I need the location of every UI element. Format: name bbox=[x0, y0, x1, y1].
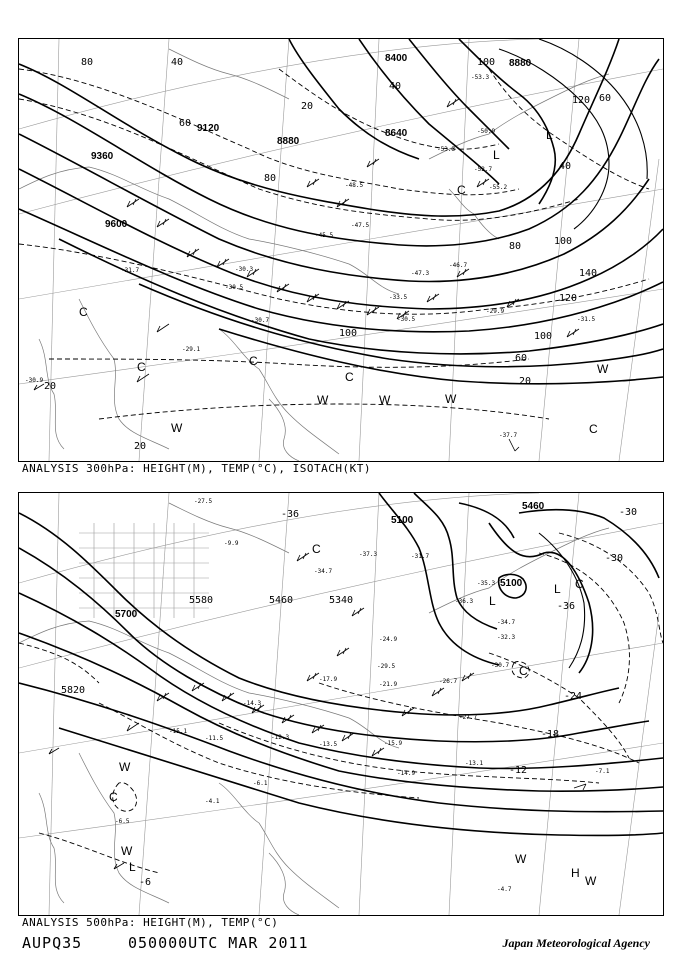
isotach-label: 20 bbox=[519, 376, 532, 387]
high-marker: H bbox=[571, 866, 580, 880]
low-marker: L bbox=[546, 128, 553, 142]
temp-label: -37.3 bbox=[359, 551, 378, 558]
cold-marker: C bbox=[345, 370, 354, 384]
height-label: 5460 bbox=[269, 595, 294, 606]
temp-label: -30.7 bbox=[251, 317, 270, 324]
temp-label: -29.1 bbox=[182, 346, 201, 353]
warm-marker: W bbox=[597, 362, 609, 376]
height-label: 8880 bbox=[509, 58, 532, 69]
height-label: 9360 bbox=[91, 151, 114, 162]
low-marker: L bbox=[554, 582, 561, 596]
temp-label: -15.1 bbox=[169, 728, 188, 735]
temp-label: -13.5 bbox=[319, 741, 338, 748]
cold-marker: C bbox=[249, 354, 258, 368]
temp-label: -29.5 bbox=[377, 663, 396, 670]
temp-label: -4.1 bbox=[205, 798, 220, 805]
caption-300hpa: ANALYSIS 300hPa: HEIGHT(M), TEMP(°C), ISOTACH(KT) bbox=[22, 462, 372, 475]
temp-label: -47.5 bbox=[351, 222, 370, 229]
isotach-label: 40 bbox=[559, 161, 572, 172]
isotach-label: 80 bbox=[81, 57, 94, 68]
isotach-label: 40 bbox=[389, 81, 402, 92]
temp-label: -34.7 bbox=[497, 619, 516, 626]
isotherm-label: -36 bbox=[557, 601, 576, 612]
temp-label: -29.9 bbox=[486, 308, 505, 315]
temp-label: -37.7 bbox=[499, 432, 518, 439]
temp-label: -11.5 bbox=[205, 735, 224, 742]
wind-barbs-500 bbox=[49, 553, 586, 869]
temp-label: -34.7 bbox=[314, 568, 333, 575]
height-label: 5580 bbox=[189, 595, 214, 606]
height-label: 9600 bbox=[105, 219, 128, 230]
temp-label: -45.5 bbox=[315, 232, 334, 239]
cold-marker: C bbox=[457, 183, 466, 197]
isotach-label: 120 bbox=[572, 95, 591, 106]
caption-500hpa: ANALYSIS 500hPa: HEIGHT(M), TEMP(°C) bbox=[22, 916, 279, 929]
warm-marker: W bbox=[515, 852, 527, 866]
low-marker: L bbox=[129, 860, 136, 874]
isotach-label: 100 bbox=[554, 236, 573, 247]
low-marker: L bbox=[489, 594, 496, 608]
temp-label: -36.3 bbox=[455, 598, 474, 605]
map-500hpa-svg bbox=[19, 493, 663, 915]
temp-label: -30.7 bbox=[491, 662, 510, 669]
warm-marker: W bbox=[445, 392, 457, 406]
isotach-label: 40 bbox=[171, 57, 184, 68]
warm-marker: W bbox=[585, 874, 597, 888]
temp-label: -27.5 bbox=[194, 498, 213, 505]
temp-label: -24.9 bbox=[379, 636, 398, 643]
low-marker: L bbox=[493, 148, 500, 162]
temp-label: -4.7 bbox=[497, 886, 512, 893]
temp-label: -31.5 bbox=[577, 316, 596, 323]
height-label: 5460 bbox=[522, 501, 545, 512]
map-panel-500hpa bbox=[18, 492, 664, 916]
isotach-label: 60 bbox=[515, 353, 528, 364]
height-label: 5340 bbox=[329, 595, 354, 606]
isotherm-label: -36 bbox=[281, 509, 300, 520]
temp-label: -48.5 bbox=[345, 182, 364, 189]
temp-label: -30.3 bbox=[235, 266, 254, 273]
isotherm-label: -30 bbox=[605, 553, 624, 564]
temp-label: -55.2 bbox=[489, 184, 508, 191]
map-300hpa-svg bbox=[19, 39, 663, 461]
isotherm-label: -6 bbox=[139, 877, 152, 888]
graticule-300 bbox=[19, 39, 663, 461]
temp-label: -7.1 bbox=[595, 768, 610, 775]
isotach-label: 60 bbox=[179, 118, 192, 129]
isotherm-label: -18 bbox=[541, 729, 560, 740]
temp-label: -53.3 bbox=[437, 146, 456, 153]
temp-label: -32.3 bbox=[497, 634, 516, 641]
temp-label: -14.3 bbox=[243, 700, 262, 707]
isotach-label: 20 bbox=[301, 101, 314, 112]
warm-marker: W bbox=[119, 760, 131, 774]
cold-marker: C bbox=[519, 664, 528, 678]
isotach-label: 100 bbox=[534, 331, 553, 342]
temp-label: -21.9 bbox=[379, 681, 398, 688]
height-label: 8400 bbox=[385, 53, 408, 64]
isotach-label: 20 bbox=[134, 441, 147, 452]
cold-marker: C bbox=[589, 422, 598, 436]
isotach-label: 100 bbox=[477, 57, 496, 68]
height-label: 8640 bbox=[385, 128, 408, 139]
temp-label: -33.5 bbox=[389, 294, 408, 301]
isotach-label: 80 bbox=[509, 241, 522, 252]
system-markers-300 bbox=[79, 128, 609, 436]
temp-label: -15.9 bbox=[384, 740, 403, 747]
valid-time: 050000UTC MAR 2011 bbox=[128, 934, 309, 952]
temp-label: -14.9 bbox=[397, 770, 416, 777]
height-label: 5700 bbox=[115, 609, 138, 620]
isotach-label: 20 bbox=[44, 381, 57, 392]
cold-marker: C bbox=[109, 790, 118, 804]
isotach-label: 120 bbox=[559, 293, 578, 304]
warm-marker: W bbox=[171, 421, 183, 435]
temp-label: -50.9 bbox=[477, 128, 496, 135]
temp-label: -46.7 bbox=[449, 262, 468, 269]
cold-marker: C bbox=[312, 542, 321, 556]
temp-label: -31.7 bbox=[411, 553, 430, 560]
height-label: 9120 bbox=[197, 123, 220, 134]
warm-marker: W bbox=[121, 844, 133, 858]
cold-marker: C bbox=[137, 360, 146, 374]
temp-label: -17.9 bbox=[319, 676, 338, 683]
temp-label: -31.7 bbox=[121, 267, 140, 274]
cold-marker: C bbox=[575, 577, 584, 591]
temp-label: -30.9 bbox=[25, 377, 44, 384]
isotach-label: 60 bbox=[599, 93, 612, 104]
temp-label: -30.5 bbox=[397, 316, 416, 323]
isotach-label: 100 bbox=[339, 328, 358, 339]
isotach-label: 140 bbox=[579, 268, 598, 279]
temp-label: -35.3 bbox=[477, 580, 496, 587]
temp-label: -13.1 bbox=[465, 760, 484, 767]
isotach-label: 80 bbox=[264, 173, 277, 184]
isotherm-labels-500 bbox=[139, 507, 637, 888]
cold-marker: C bbox=[79, 305, 88, 319]
isotherm-label: -12 bbox=[509, 765, 528, 776]
temp-label: -27.7 bbox=[459, 714, 478, 721]
temp-label: -9.9 bbox=[224, 540, 239, 547]
height-label: 8880 bbox=[277, 136, 300, 147]
temp-label: -6.1 bbox=[253, 780, 268, 787]
isotherm-label: -24 bbox=[564, 691, 583, 702]
temp-label: -12.3 bbox=[271, 734, 290, 741]
map-panel-300hpa bbox=[18, 38, 664, 462]
height-label: 5100 bbox=[500, 578, 523, 589]
warm-marker: W bbox=[379, 393, 391, 407]
temp-label: -52.7 bbox=[474, 166, 493, 173]
temp-label: -6.5 bbox=[115, 818, 130, 825]
agency-name: Japan Meteorological Agency bbox=[502, 936, 650, 950]
isotherm-label: -30 bbox=[619, 507, 638, 518]
temp-label: -30.5 bbox=[225, 284, 244, 291]
temp-label: -53.3 bbox=[471, 74, 490, 81]
temp-label: -47.3 bbox=[411, 270, 430, 277]
warm-marker: W bbox=[317, 393, 329, 407]
height-label: 5100 bbox=[391, 515, 414, 526]
temp-label: -26.7 bbox=[439, 678, 458, 685]
height-label: 5820 bbox=[61, 685, 86, 696]
product-id: AUPQ35 bbox=[22, 934, 83, 952]
coastlines-300 bbox=[19, 49, 612, 461]
